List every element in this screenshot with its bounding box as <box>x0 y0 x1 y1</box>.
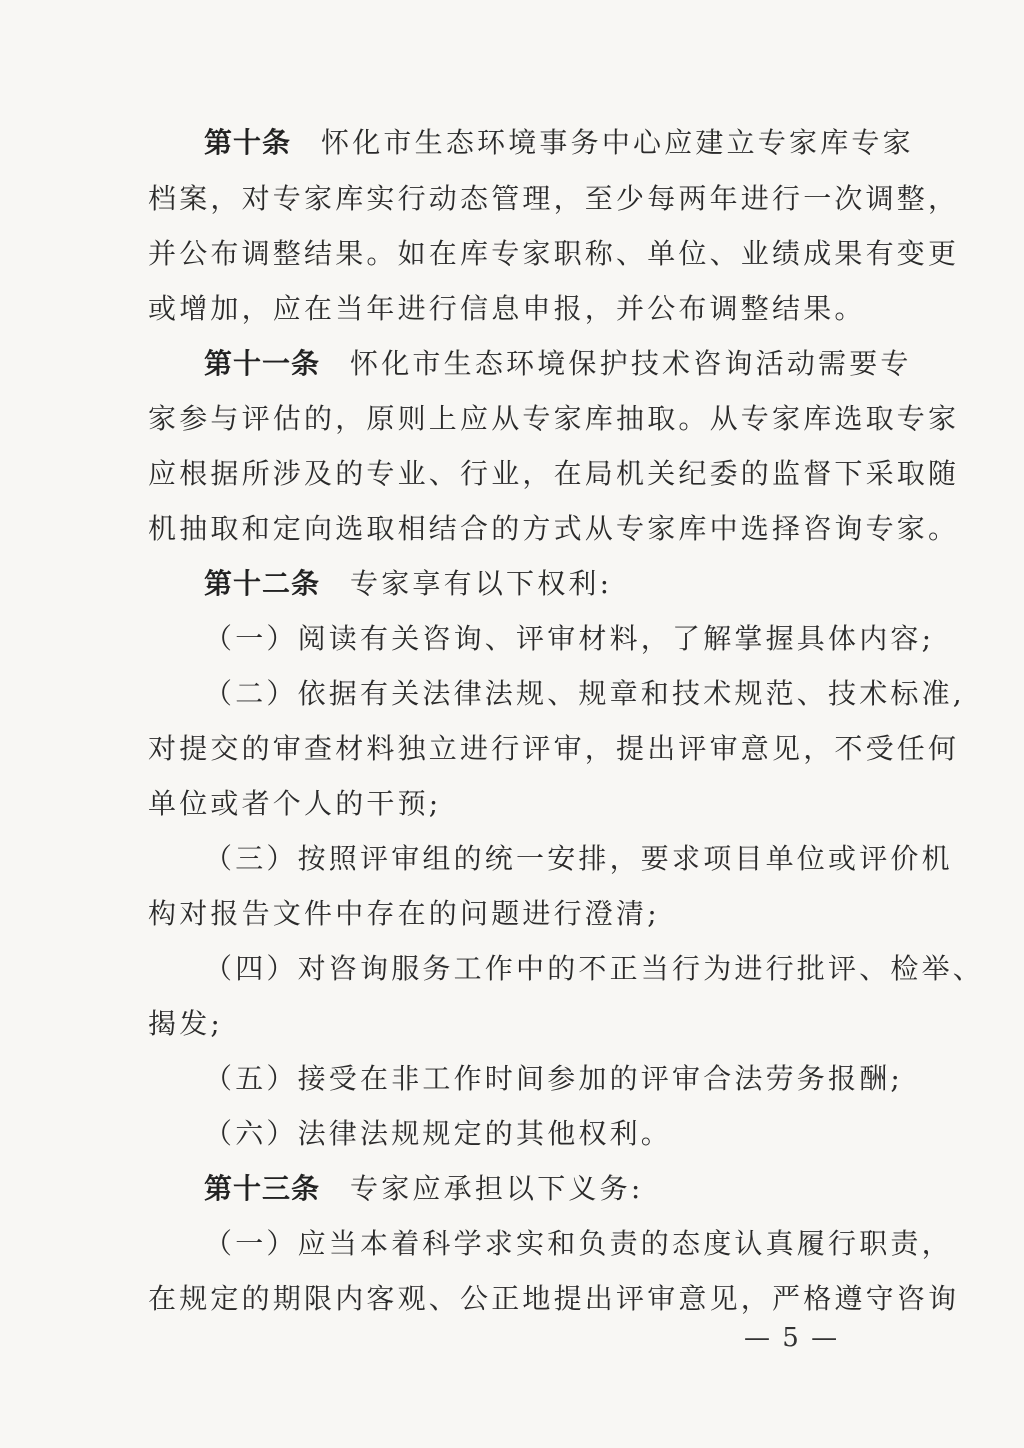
article-11-heading: 第十一条 <box>204 347 321 380</box>
article-12-heading: 第十二条 <box>204 567 321 600</box>
article-12-item-1-line-1: （一）阅读有关咨询、评审材料，了解掌握具体内容; <box>204 622 935 655</box>
article-10-heading: 第十条 <box>204 126 292 159</box>
article-12-item-5-line-1: （五）接受在非工作时间参加的评审合法劳务报酬; <box>204 1062 904 1095</box>
article-12-item-3-line-2: 构对报告文件中存在的问题进行澄清; <box>148 897 660 930</box>
article-11-line-2: 家参与评估的，原则上应从专家库抽取。从专家库选取专家 <box>148 402 960 435</box>
article-12-intro: 专家享有以下权利: <box>350 567 613 600</box>
article-10-line-4: 或增加，应在当年进行信息申报，并公布调整结果。 <box>148 292 866 325</box>
article-11-line-3: 应根据所涉及的专业、行业，在局机关纪委的监督下采取随 <box>148 457 960 490</box>
article-13-line-1 <box>204 1162 643 1216</box>
article-13-item-1-line-1: （一）应当本着科学求实和负责的态度认真履行职责， <box>204 1227 953 1260</box>
article-13-item-1-line-2: 在规定的期限内客观、公正地提出评审意见，严格遵守咨询 <box>148 1282 960 1315</box>
article-11-line-4: 机抽取和定向选取相结合的方式从专家库中选择咨询专家。 <box>148 512 960 545</box>
article-12-item-6-line-1: （六）法律法规规定的其他权利。 <box>204 1117 673 1150</box>
article-12-item-2-line-2: 对提交的审查材料独立进行评审，提出评审意见，不受任何 <box>148 732 960 765</box>
article-12-item-2-line-3: 单位或者个人的干预; <box>148 787 442 820</box>
article-13-intro: 专家应承担以下义务: <box>350 1172 644 1205</box>
article-12-item-4-line-1: （四）对咨询服务工作中的不正当行为进行批评、检举、 <box>204 952 985 985</box>
article-12-item-2-line-1: （二）依据有关法律法规、规章和技术规范、技术标准, <box>204 677 965 710</box>
article-10-line-3: 并公布调整结果。如在库专家职称、单位、业绩成果有变更 <box>148 237 960 270</box>
article-13-heading: 第十三条 <box>204 1172 321 1205</box>
article-10-line-2: 档案，对专家库实行动态管理，至少每两年进行一次调整， <box>148 182 960 215</box>
article-12-line-1 <box>204 557 612 611</box>
article-11-line-1 <box>204 337 912 391</box>
article-11-text-1: 怀化市生态环境保护技术咨询活动需要专 <box>350 347 912 380</box>
article-12-item-4-line-2: 揭发; <box>148 1007 224 1040</box>
page-number: — 5 — <box>744 1323 840 1353</box>
article-10-text-1: 怀化市生态环境事务中心应建立专家库专家 <box>321 126 914 159</box>
article-12-item-3-line-1: （三）按照评审组的统一安排，要求项目单位或评价机 <box>204 842 953 875</box>
article-10-line-1 <box>204 116 914 170</box>
